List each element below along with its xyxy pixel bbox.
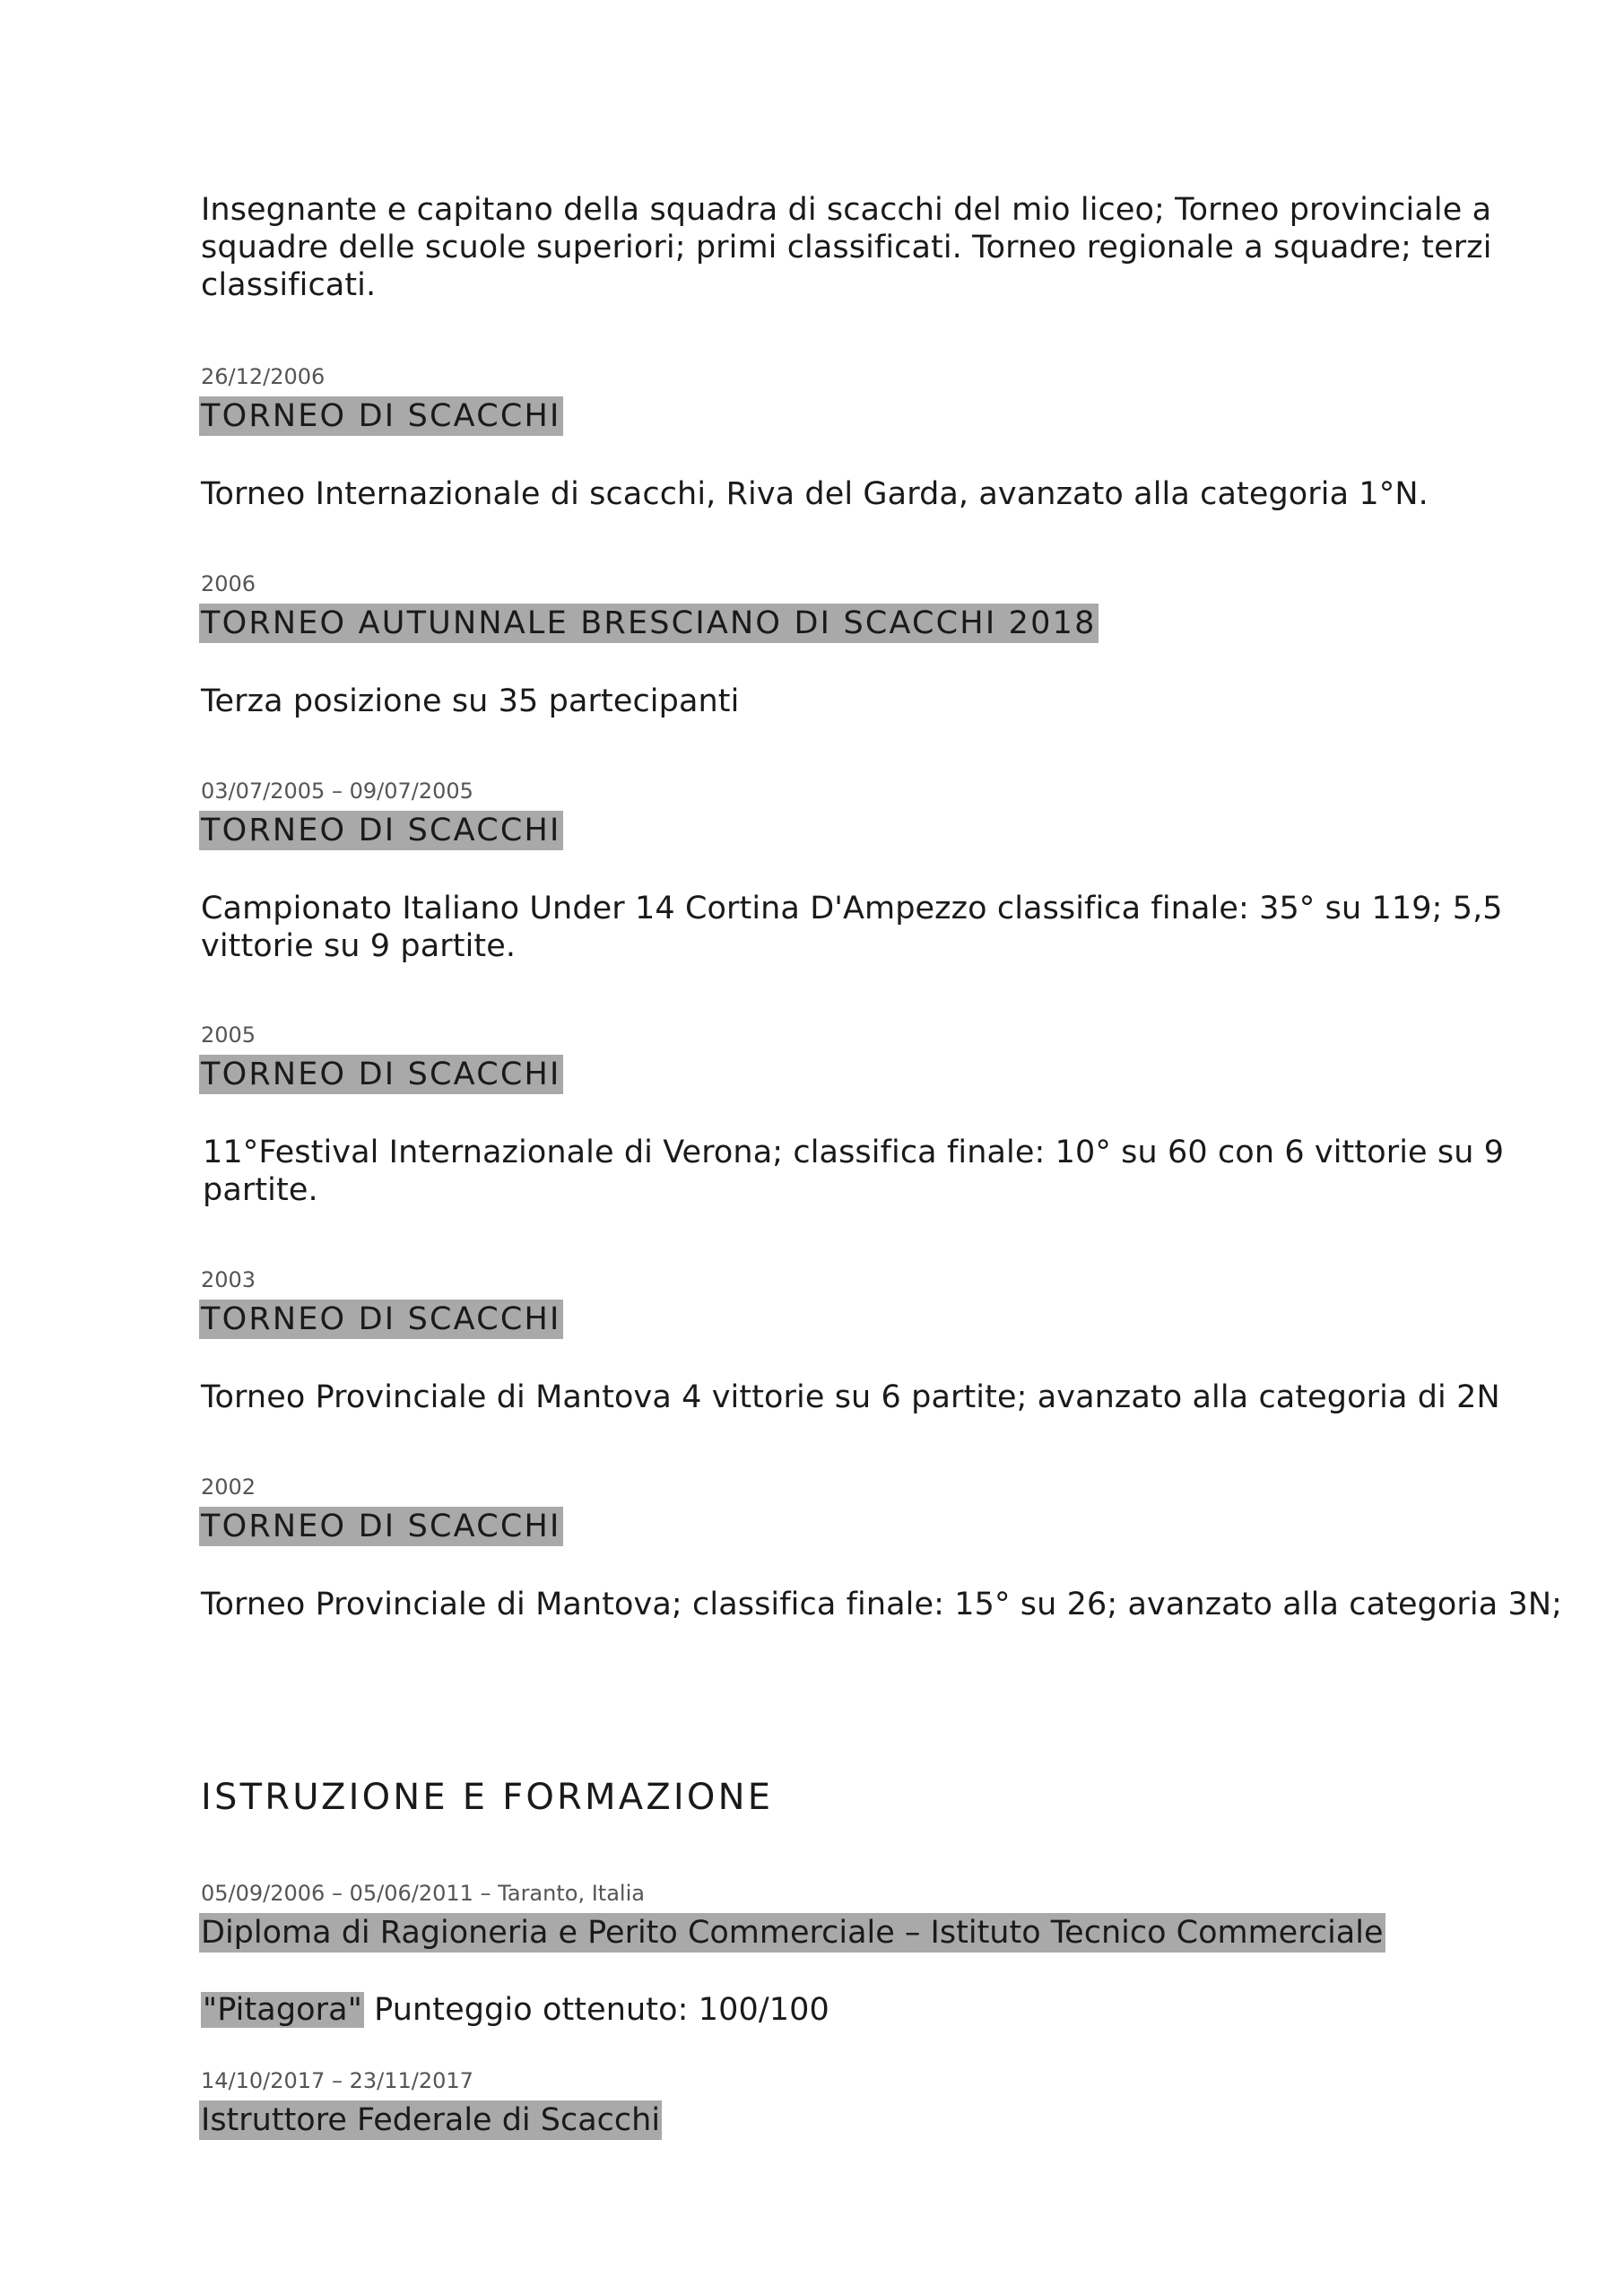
entry-date: 2005: [201, 1022, 256, 1048]
entry-description-line-1: 11°Festival Internazionale di Verona; classifica finale: 10° su 60 con 6 vittorie su 9: [203, 1135, 1505, 1170]
entry-title: TORNEO DI SCACCHI: [201, 1301, 561, 1337]
entry-title: TORNEO DI SCACCHI: [201, 398, 561, 434]
entry-title: TORNEO DI SCACCHI: [201, 1057, 561, 1092]
entry-description: Torneo Provinciale di Mantova; classifica finale: 15° su 26; avanzato alla categoria 3N;: [201, 1587, 1563, 1622]
entry-date: 26/12/2006: [201, 364, 326, 389]
entry-description-line-1: Campionato Italiano Under 14 Cortina D'Ampezzo classifica finale: 35° su 119; 5,5: [201, 891, 1503, 926]
entry-date: 2003: [201, 1267, 256, 1292]
entry-description: Torneo Provinciale di Mantova 4 vittorie su 6 partite; avanzato alla categoria di 2N: [201, 1379, 1500, 1415]
entry-title: TORNEO DI SCACCHI: [201, 1509, 561, 1544]
entry-date: 03/07/2005 – 09/07/2005: [201, 778, 473, 804]
education-date: 05/09/2006 – 05/06/2011 – Taranto, Italia: [201, 1881, 645, 1906]
entry-description: Torneo Internazionale di scacchi, Riva del Garda, avanzato alla categoria 1°N.: [201, 476, 1429, 512]
institute-name: "Pitagora": [203, 1992, 362, 2028]
education-detail-line: [201, 1990, 829, 2030]
intro-line-2: squadre delle scuole superiori; primi classificati. Torneo regionale a squadre; terzi: [201, 230, 1492, 265]
education-score: Punteggio ottenuto: 100/100: [363, 1992, 829, 2028]
entry-description-line-2: vittorie su 9 partite.: [201, 928, 517, 964]
section-title-education: ISTRUZIONE E FORMAZIONE: [201, 1777, 774, 1818]
intro-line-3: classificati.: [201, 267, 377, 303]
entry-title: TORNEO AUTUNNALE BRESCIANO DI SCACCHI 2018: [201, 605, 1097, 641]
entry-date: 2006: [201, 571, 256, 596]
education-date: 14/10/2017 – 23/11/2017: [201, 2068, 473, 2093]
intro-line-1: Insegnante e capitano della squadra di scacchi del mio liceo; Torneo provinciale a: [201, 192, 1492, 228]
education-title: Istruttore Federale di Scacchi: [201, 2102, 661, 2138]
entry-date: 2002: [201, 1474, 256, 1500]
entry-title: TORNEO DI SCACCHI: [201, 813, 561, 848]
education-title: Diploma di Ragioneria e Perito Commerciale – Istituto Tecnico Commerciale: [201, 1915, 1384, 1951]
entry-description: Terza posizione su 35 partecipanti: [201, 683, 740, 719]
entry-description-line-2: partite.: [203, 1172, 318, 1208]
